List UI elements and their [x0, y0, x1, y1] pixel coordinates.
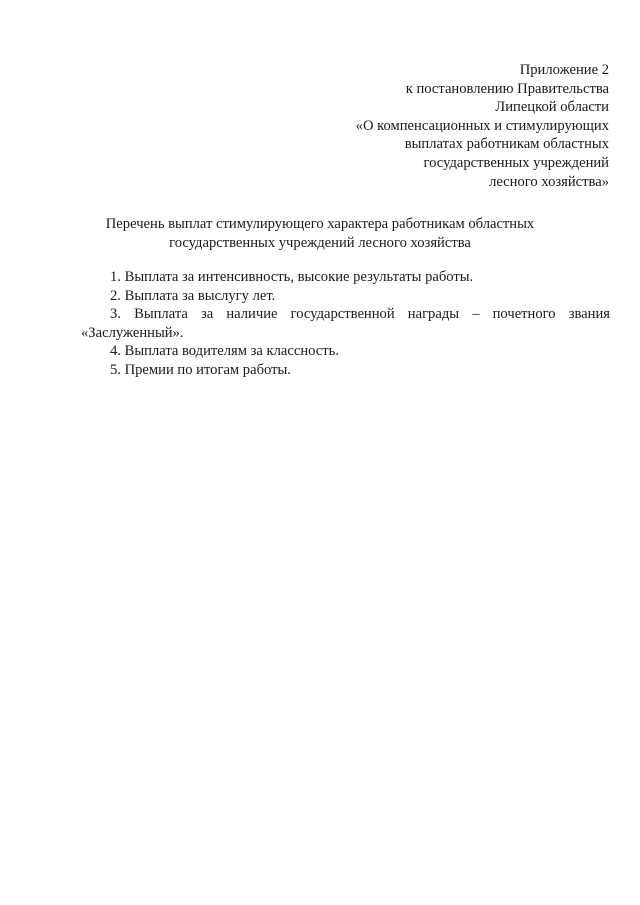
appendix-decree-title-line-1: «О компенсационных и стимулирующих — [355, 117, 609, 134]
appendix-number: Приложение 2 — [519, 62, 609, 78]
appendix-header — [289, 61, 609, 191]
list-item — [81, 305, 610, 342]
list-item: 2. Выплата за выслугу лет. — [110, 287, 276, 304]
payments-list — [81, 268, 610, 380]
appendix-decree-title-line-4: лесного хозяйства» — [489, 173, 609, 190]
list-item-line-1: 3. Выплата за наличие государственной награды – почетного звания — [110, 306, 610, 323]
appendix-decree-title-line-2: выплатах работникам областных — [404, 136, 609, 153]
appendix-decree-line: к постановлению Правительства — [405, 80, 609, 97]
list-item: 1. Выплата за интенсивность, высокие результаты работы. — [110, 269, 474, 285]
document-title — [30, 215, 610, 252]
list-item: 5. Премии по итогам работы. — [110, 361, 291, 378]
document-title-line-2: государственных учреждений лесного хозяйства — [169, 234, 471, 251]
appendix-decree-title-line-3: государственных учреждений — [423, 154, 609, 171]
list-item-line-2: «Заслуженный». — [81, 324, 184, 341]
document-title-line-1: Перечень выплат стимулирующего характера работникам областных — [105, 216, 535, 232]
appendix-region-line: Липецкой области — [495, 99, 609, 116]
list-item: 4. Выплата водителям за классность. — [110, 343, 339, 360]
